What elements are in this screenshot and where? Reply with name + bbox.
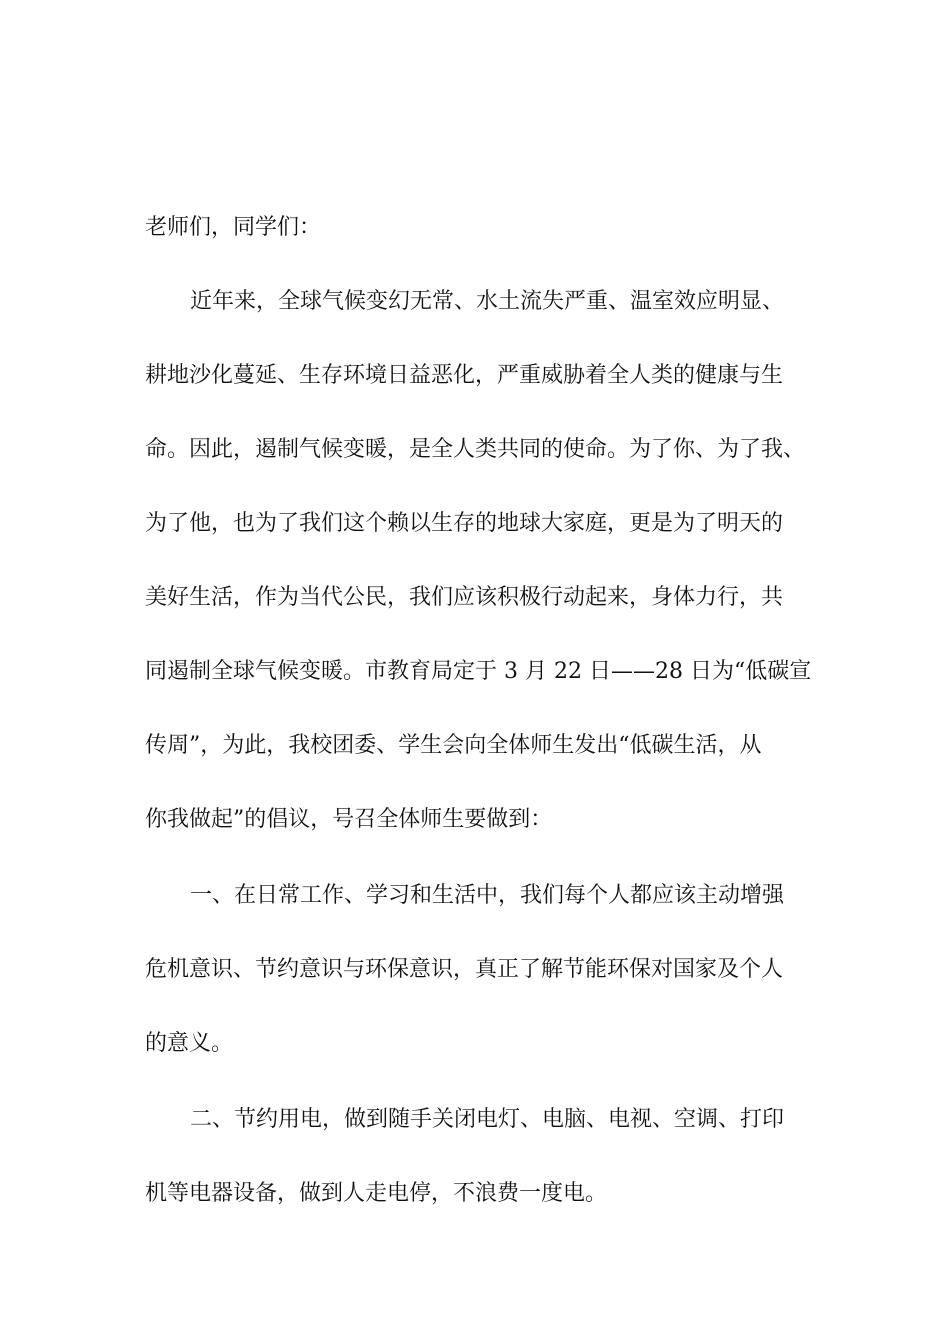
paragraph-line: 命。因此，遏制气候变暖，是全人类共同的使命。为了你、为了我、 bbox=[145, 437, 806, 462]
list-item-line: 二、节约用电，做到随手关闭电灯、电脑、电视、空调、打印 bbox=[190, 1107, 785, 1132]
paragraph-line: 同遏制全球气候变暖。市教育局定于 3 月 22 日——28 日为“低碳宣 bbox=[145, 659, 812, 684]
list-item-line: 一、在日常工作、学习和生活中，我们每个人都应该主动增强 bbox=[190, 883, 785, 908]
paragraph-line: 传周”，为此，我校团委、学生会向全体师生发出“低碳生活，从 bbox=[145, 733, 762, 758]
list-item-line: 的意义。 bbox=[145, 1031, 234, 1056]
list-item-line: 机等电器设备，做到人走电停，不浪费一度电。 bbox=[145, 1181, 608, 1206]
paragraph-line: 你我做起”的倡议，号召全体师生要做到： bbox=[145, 807, 553, 832]
paragraph-line: 为了他，也为了我们这个赖以生存的地球大家庭，更是为了明天的 bbox=[145, 511, 784, 536]
salutation: 老师们，同学们： bbox=[145, 215, 322, 240]
paragraph-line: 耕地沙化蔓延、生存环境日益恶化，严重威胁着全人类的健康与生 bbox=[145, 363, 784, 388]
paragraph-line: 美好生活，作为当代公民，我们应该积极行动起来，身体力行，共 bbox=[145, 585, 784, 610]
list-item-line: 危机意识、节约意识与环保意识，真正了解节能环保对国家及个人 bbox=[145, 957, 784, 982]
paragraph-line: 近年来，全球气候变幻无常、水土流失严重、温室效应明显、 bbox=[190, 289, 785, 314]
